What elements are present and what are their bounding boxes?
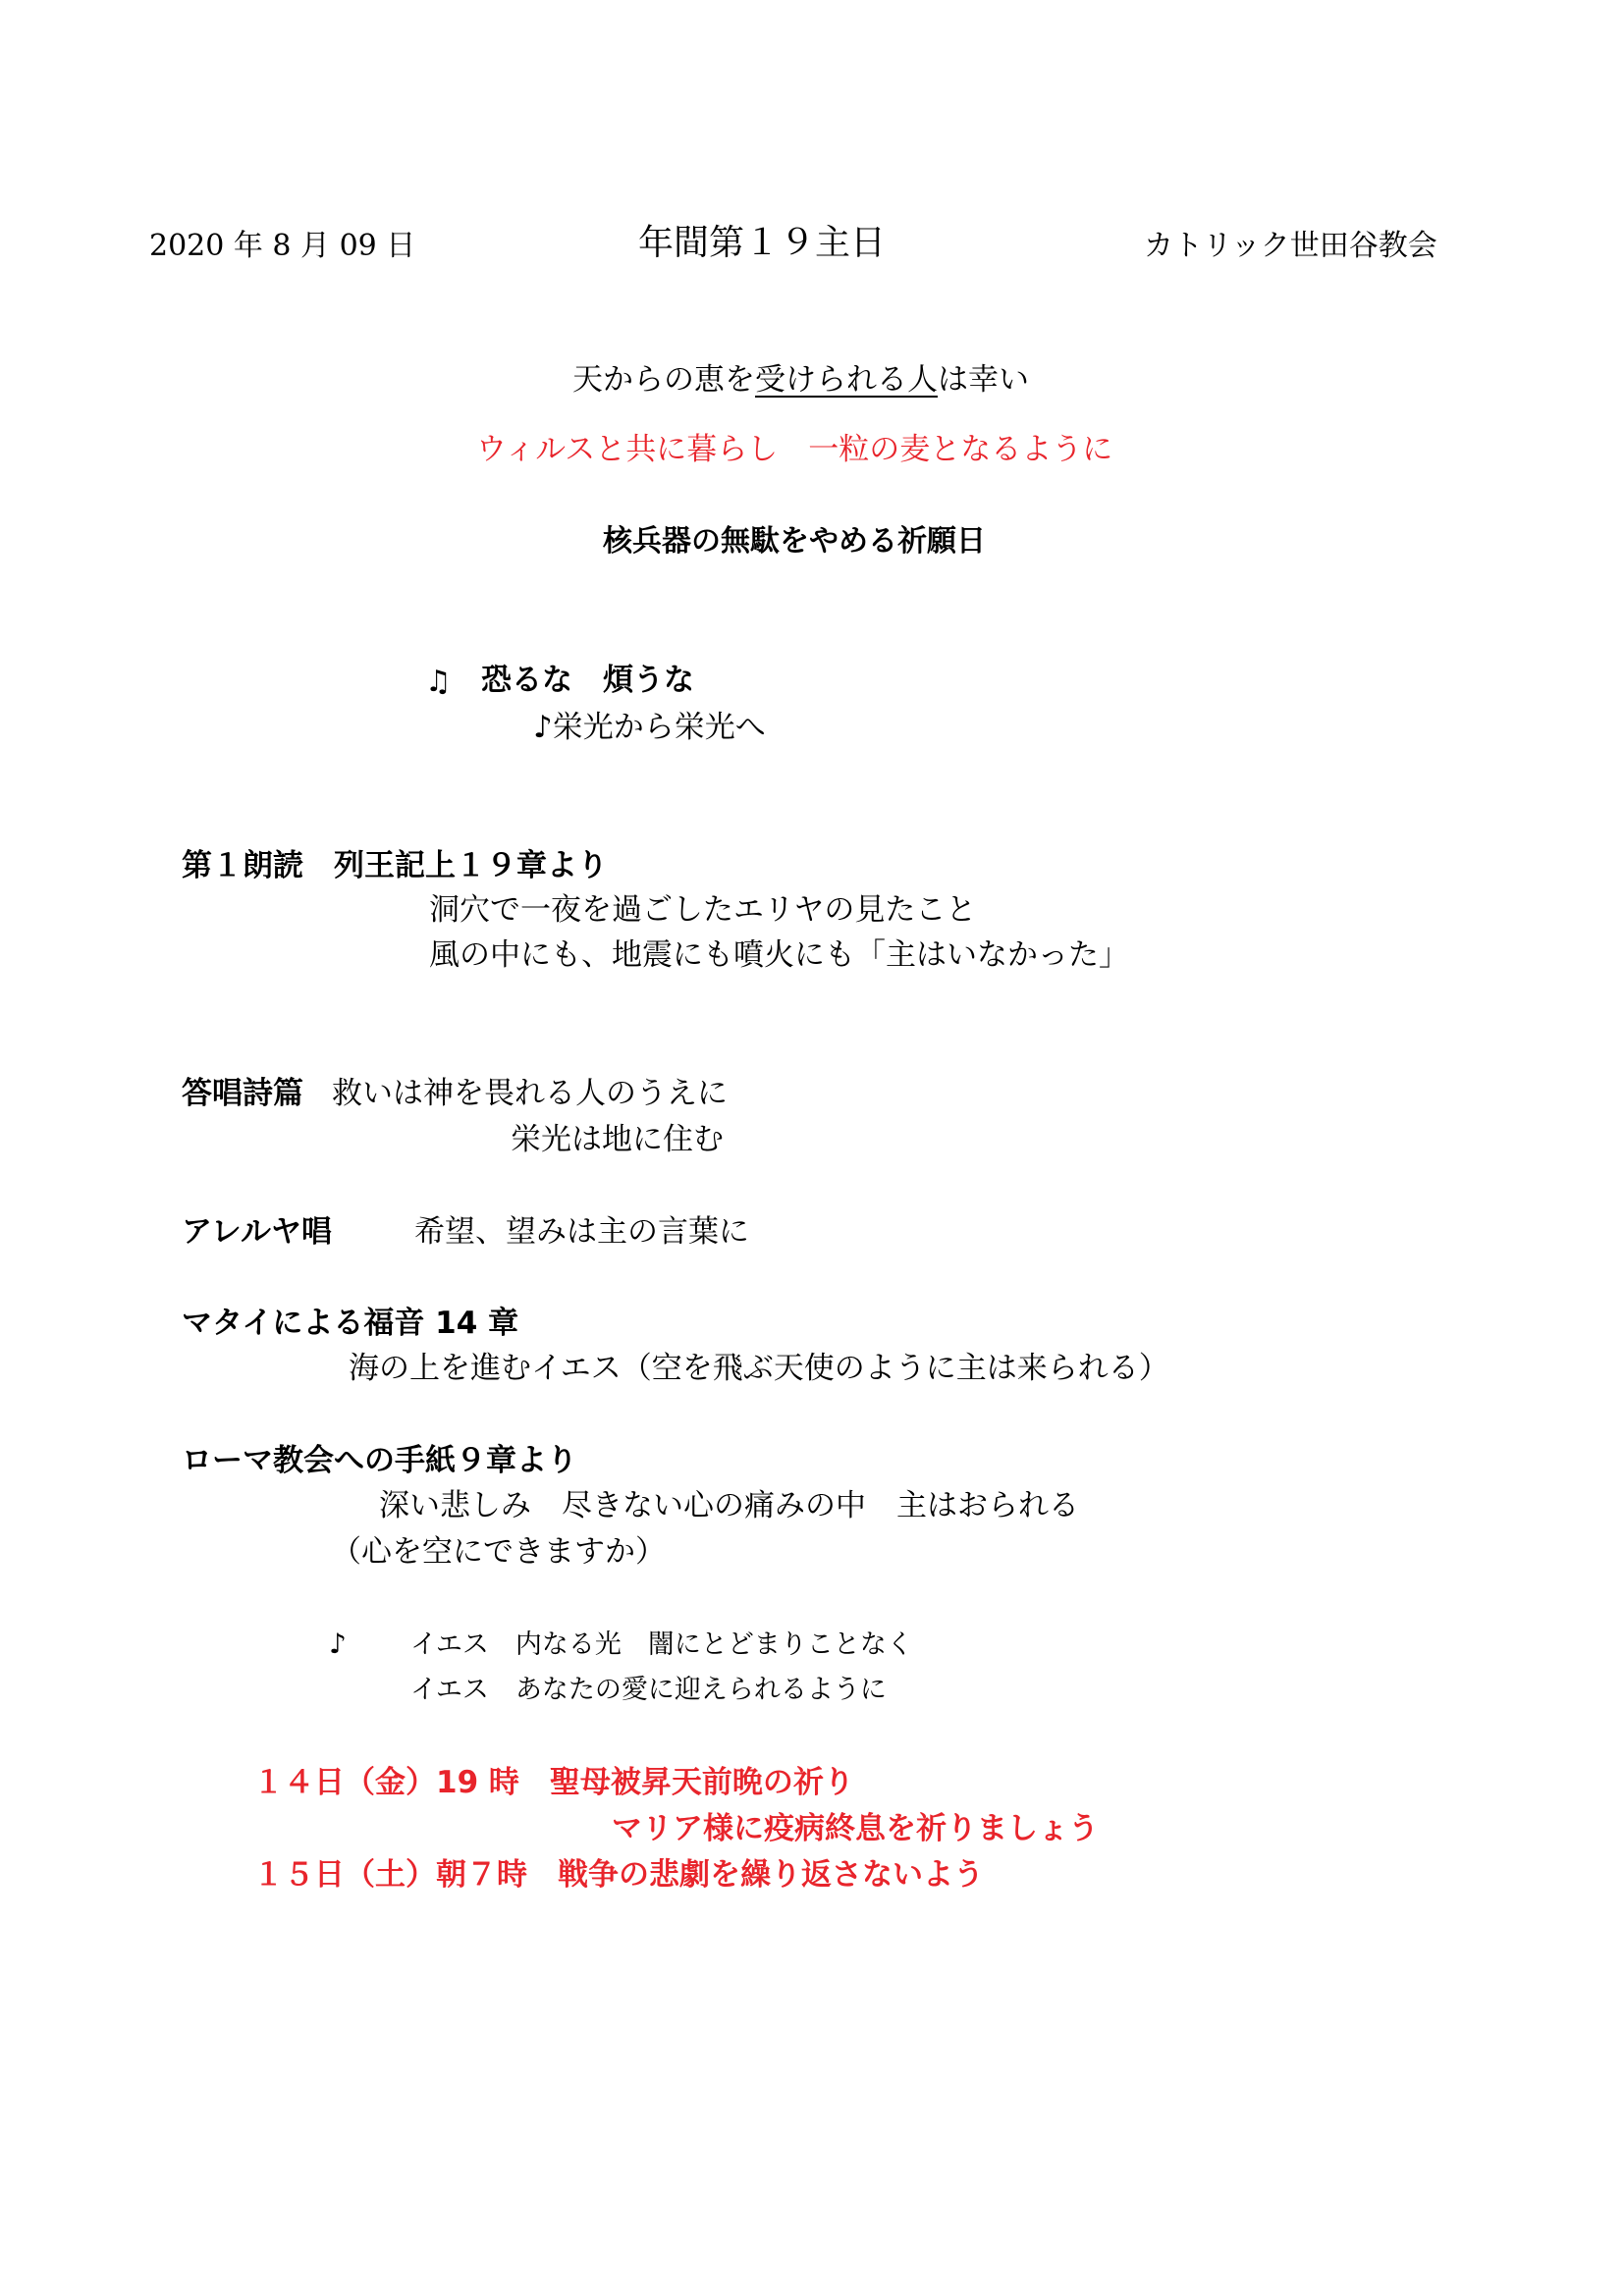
theme-line-1-pre: 天からの恵を	[572, 362, 755, 398]
theme-line-3: 核兵器の無駄をやめる祈願日	[603, 524, 986, 559]
theme-line-2: ウィルスと共に暮らし 一粒の麦となるように	[476, 432, 1113, 467]
psalm-line-2: 栄光は地に住む	[511, 1122, 724, 1157]
reading1-heading: 第１朗読 列王記上１９章より	[182, 848, 608, 883]
closing-song-line-1: イエス 内なる光 闇にとどまりことなく	[410, 1629, 913, 1660]
entrance-song-title: 恐るな 煩うな	[481, 663, 694, 698]
event-line-1: １４日（金）19 時 聖母被昇天前晩の祈り	[253, 1765, 854, 1800]
reading1-line-2: 風の中にも、地震にも噴火にも「主はいなかった」	[429, 937, 1129, 973]
reading2-line-1: 深い悲しみ 尽きない心の痛みの中 主はおられる	[379, 1488, 1079, 1523]
gospel-text: 海の上を進むイエス（空を飛ぶ天使のように主は来られる）	[349, 1351, 1169, 1386]
psalm-label: 答唱詩篇	[182, 1076, 303, 1111]
alleluia-label: アレルヤ唱	[182, 1214, 332, 1250]
page-title: 年間第１９主日	[638, 223, 887, 263]
closing-song-line-2: イエス あなたの愛に迎えられるように	[410, 1675, 887, 1705]
entrance-song-note-icon: ♫	[425, 665, 452, 699]
gospel-heading: マタイによる福音 14 章	[182, 1306, 519, 1341]
psalm-line-1: 救いは神を畏れる人のうえに	[332, 1076, 728, 1111]
reading2-heading: ローマ教会への手紙９章より	[182, 1443, 577, 1478]
alleluia-text: 希望、望みは主の言葉に	[414, 1214, 749, 1250]
theme-line-1-underlined: 受けられる人	[755, 362, 938, 398]
date: 2020 年 8 月 09 日	[149, 229, 416, 263]
reading2-line-2: （心を空にできますか）	[331, 1534, 666, 1570]
second-song-title: ♪栄光から栄光へ	[533, 710, 766, 745]
reading1-line-1: 洞穴で一夜を過ごしたエリヤの見たこと	[429, 892, 977, 928]
theme-line-1	[572, 362, 1029, 398]
event-line-3: １５日（土）朝７時 戦争の悲劇を繰り返さないよう	[253, 1857, 984, 1893]
closing-song-note-icon: ♪	[329, 1628, 347, 1660]
theme-line-1-post: は幸い	[938, 362, 1029, 398]
event-line-2: マリア様に疫病終息を祈りましょう	[612, 1811, 1099, 1846]
parish-name: カトリック世田谷教会	[1144, 229, 1437, 263]
